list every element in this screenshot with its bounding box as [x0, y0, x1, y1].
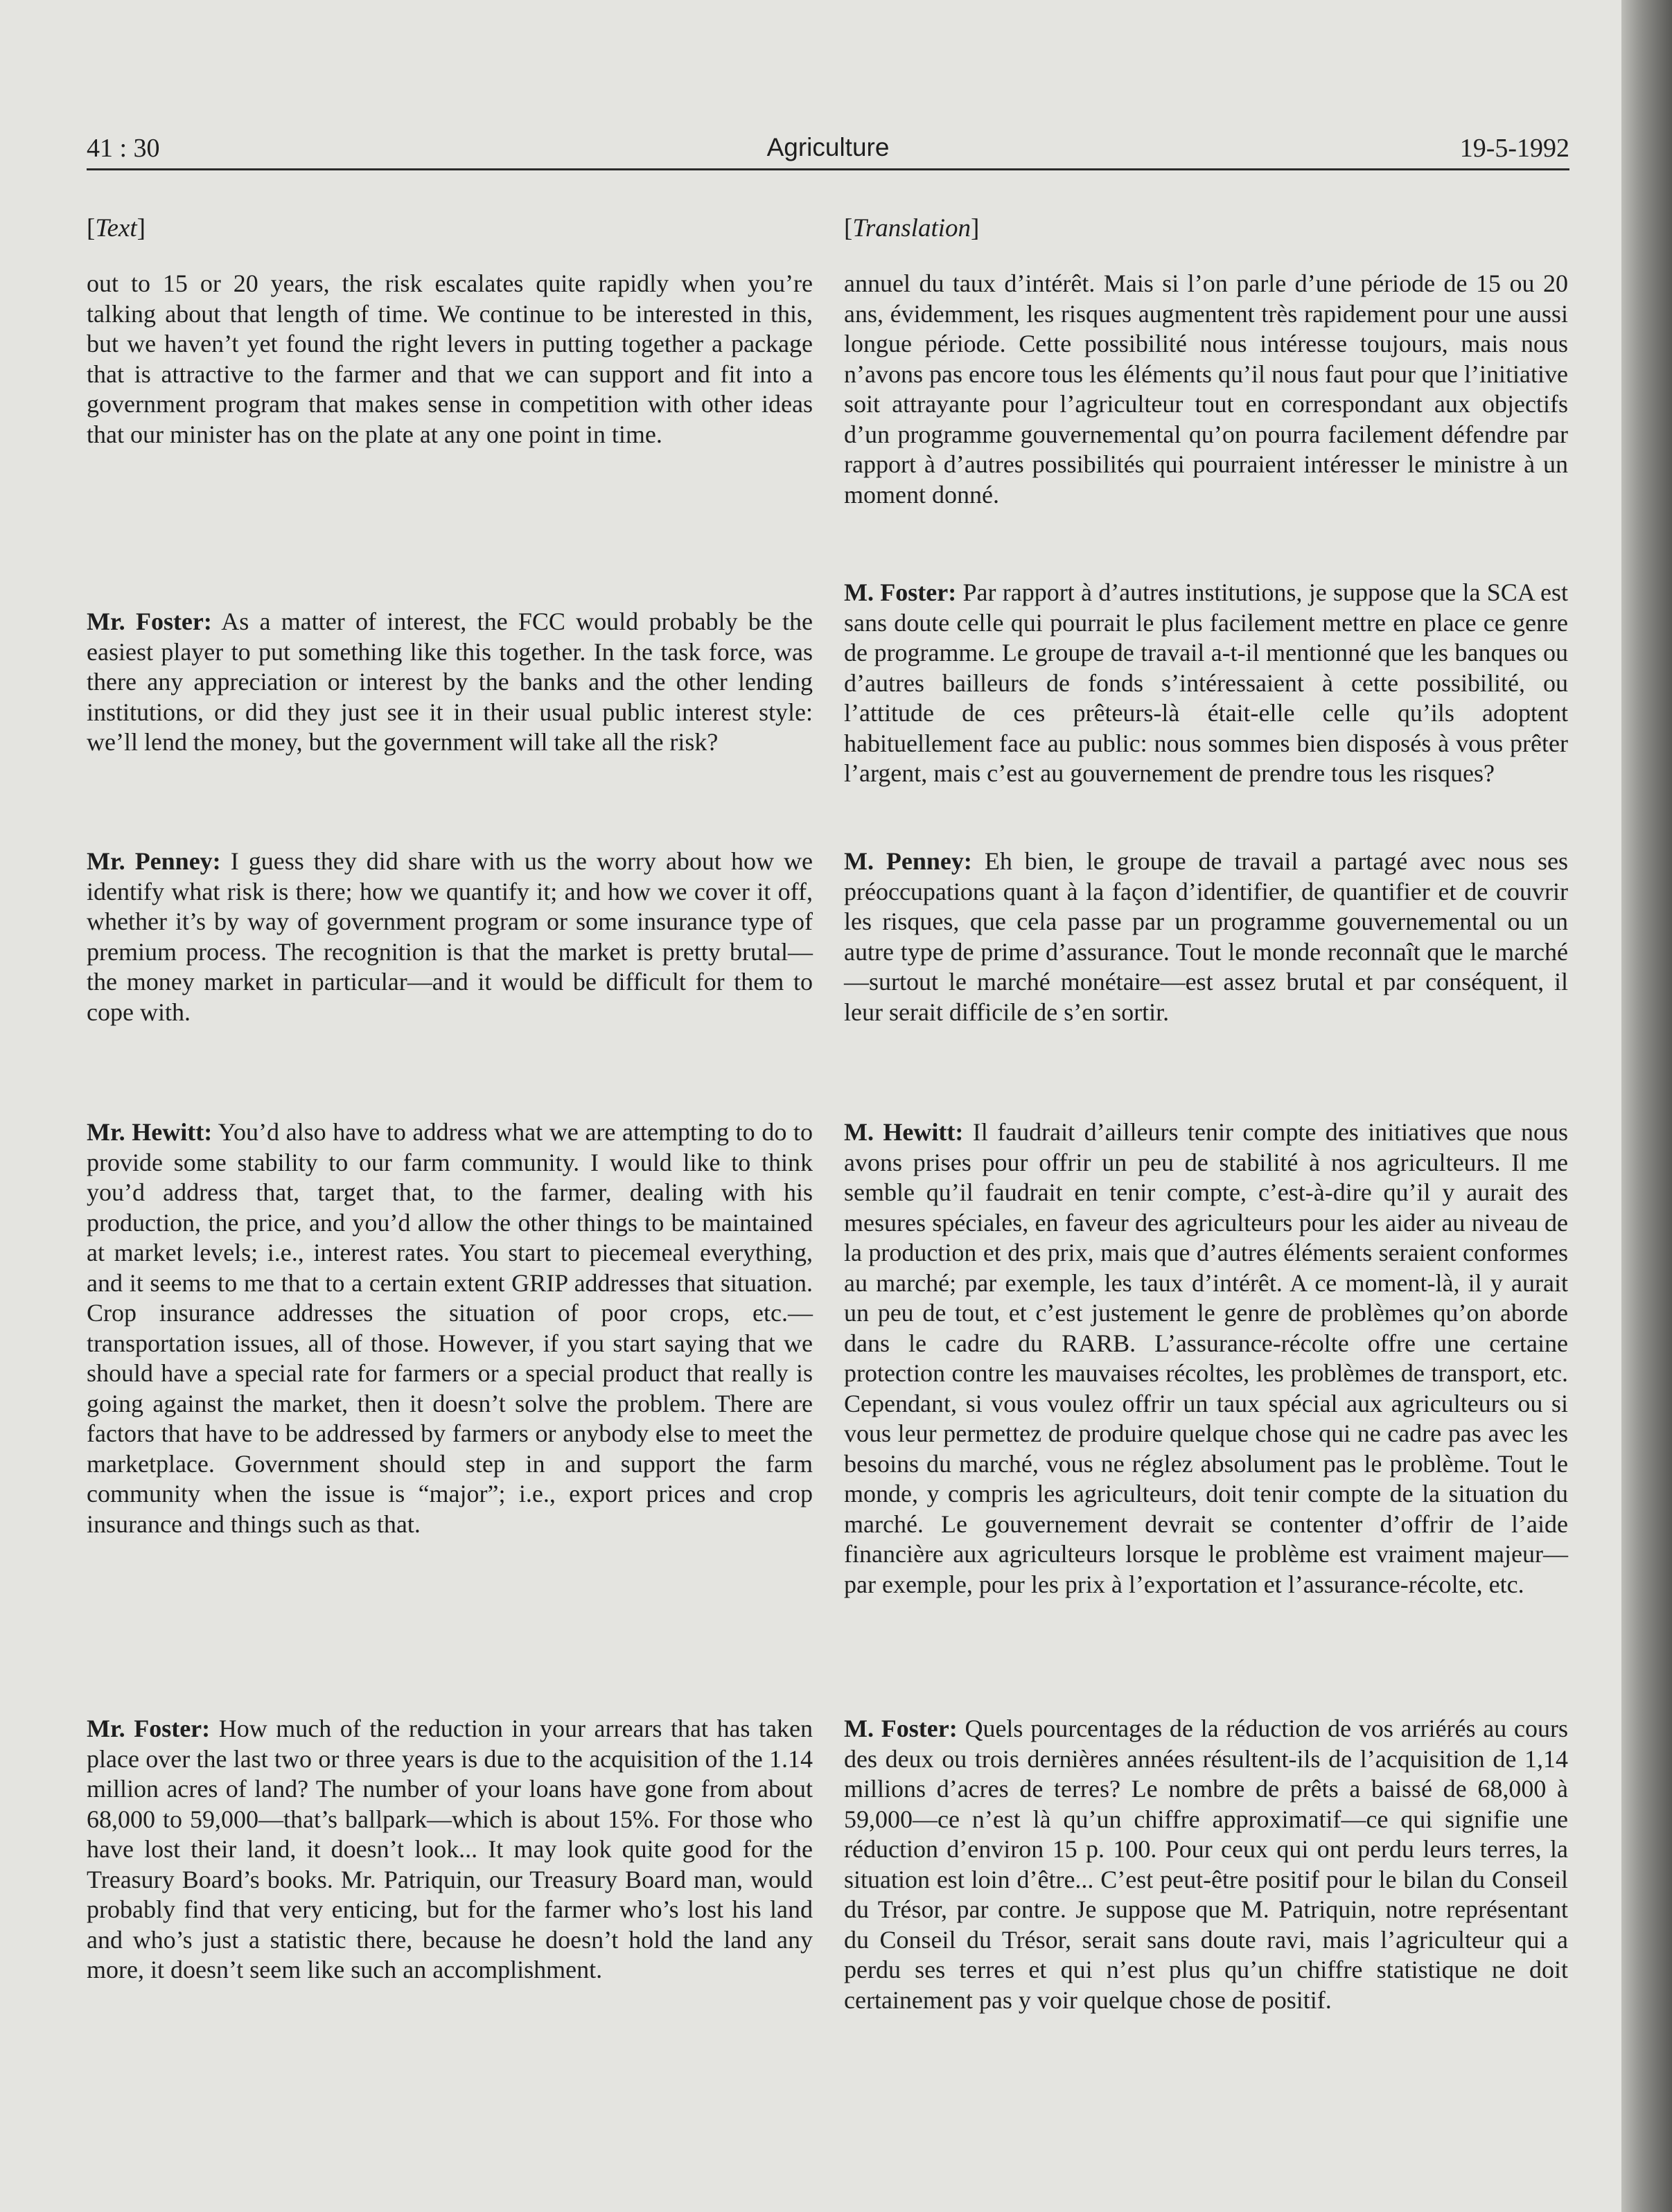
english-column — [87, 213, 813, 1983]
page-number: 41 : 30 — [87, 134, 160, 163]
header-rule — [87, 168, 1569, 170]
paragraph — [87, 847, 813, 1027]
paragraph — [844, 578, 1568, 789]
paragraph-text: out to 15 or 20 years, the risk escalates quite rapidly when you’re talking about that length of time. We continue to be interested in this, but we haven’t yet found the right levers in putting together a package that is attractive to the farmer and that we can support and fit into a government program that makes sense in competition with other ideas that our minister has on the plate at any one point in time. — [87, 269, 813, 448]
paragraph-text: I guess they did share with us the worry about how we identify what risk is there; how we quantify it; and how we cover it off, whether it’s by way of government program or some insurance type of premium process. The recognition is that the market is pretty brutal—the money market in particular—and it would be difficult for them to cope with. — [87, 847, 813, 1026]
speaker-name: M. Hewitt: — [844, 1118, 964, 1146]
page-header — [87, 133, 1569, 165]
paragraph — [844, 1714, 1568, 2015]
paragraph — [844, 1117, 1568, 1600]
paragraph — [844, 847, 1568, 1027]
paragraph-text: As a matter of interest, the FCC would probably be the easiest player to put something like this together. In the task force, was there any appreciation or interest by the banks and the other lending institutions, or did they just see it in their usual public interest style: we’ll lend the money, but the government will take all the risk? — [87, 608, 813, 756]
speaker-name: M. Foster: — [844, 1715, 958, 1742]
column-label-text: Translation — [852, 214, 971, 242]
paragraph — [844, 269, 1568, 510]
french-column — [844, 213, 1569, 2014]
paragraph-text: Par rapport à d’autres institutions, je suppose que la SCA est sans doute celle qui pourrait le plus facilement mettre en place ce genre de programme. Le groupe de travail a-t-il mentionné que les banques ou d’autres bailleurs de fonds s’intéressaient à cette possibilité, ou l’attitude de ces prêteurs-là était-elle celle qu’ils adoptent habituellement face au public: nous sommes bien disposés à vous prêter l’argent, mais c’est au gouvernement de prendre tous les risques? — [844, 578, 1569, 787]
paragraph-text: You’d also have to address what we are attempting to do to provide some stability to our farm community. I would like to think you’d address that, target that, to the farmer, dealing with his production, the price, and you’d allow the other things to be maintained at market levels; i.e., interest rates. You start to piecemeal everything, and it seems to me that to a certain extent GRIP addresses that situation. Crop insurance addresses the situation of poor crops, etc.—transportation issues, all of those. However, if you start saying that we should have a special rate for farmers or a special product that really is going against the market, then it doesn’t solve the problem. There are factors that have to be addressed by farmers or anybody else to meet the marketplace. Government should step in and support the farm community when the issue is “major”; i.e., export prices and crop insurance and things such as that. — [87, 1118, 813, 1538]
paragraph-text: annuel du taux d’intérêt. Mais si l’on parle d’une période de 15 ou 20 ans, évidemment, les risques augmentent très rapidement pour une aussi longue période. Cette possibilité nous intéresse toujours, mais nous n’avons pas encore tous les éléments qu’il nous faut pour que l’initiative soit attrayante pour l’agriculteur tout en correspondant aux objectifs d’un programme gouvernemental qu’on pourra facilement défendre par rapport à d’autres possibilités qui pourraient intéresser le ministre à un moment donné. — [844, 269, 1568, 508]
speaker-name: M. Penney: — [844, 847, 972, 875]
paragraph — [87, 1714, 813, 1985]
speaker-name: M. Foster: — [844, 578, 957, 606]
speaker-name: Mr. Penney: — [87, 847, 221, 875]
speaker-name: Mr. Foster: — [87, 608, 212, 635]
session-date: 19-5-1992 — [1459, 134, 1569, 163]
paragraph-text: Il faudrait d’ailleurs tenir compte des initiatives que nous avons prises pour offrir un peu de stabilité à nos agriculteurs. Il me semble qu’il faudrait en tenir compte, c’est-à-dire qu’il y aurait des mesures spéciales, en faveur des agriculteurs pour les aider au niveau de la production et des prix, mais que d’autres éléments seraient conformes au marché; par exemple, les taux d’intérêt. A ce moment-là, il y aurait un peu de tout, et c’est justement le genre de problèmes qu’on aborde dans le cadre du RARB. L’assurance-récolte offre une certaine protection contre les mauvaises récoltes, les problèmes de transport, etc. Cependant, si vous voulez offrir un taux spécial aux agriculteurs ou si vous leur permettez de produire quelque chose qui ne cadre pas avec les besoins du marché, vous ne réglez absolument pas le problème. Tout le monde, y compris les agriculteurs, doit tenir compte de la situation du marché. Le gouvernement devrait se contenter d’offrir de l’aide financière aux agriculteurs lorsque le problème est vraiment majeur—par exemple, pour les prix à l’exportation et l’assurance-récolte, etc. — [844, 1118, 1568, 1598]
speaker-name: Mr. Hewitt: — [87, 1118, 213, 1146]
column-label: [Translation] — [844, 214, 980, 242]
paragraph — [87, 269, 813, 450]
column-label: [Text] — [87, 214, 146, 242]
speaker-name: Mr. Foster: — [87, 1715, 211, 1742]
paragraph — [87, 607, 813, 758]
paragraph — [87, 1117, 813, 1539]
paragraph-text: How much of the reduction in your arrears that has taken place over the last two or three years is due to the acquisition of the 1.14 million acres of land? The number of your loans have gone from about 68,000 to 59,000—that’s ballpark—which is about 15%. For those who have lost their land, it doesn’t look... It may look quite good for the Treasury Board’s books. Mr. Patriquin, our Treasury Board man, would probably find that very enticing, but for the farmer who’s lost his land and who’s just a statistic there, because he doesn’t hold the land any more, it doesn’t seem like such an accomplishment. — [87, 1715, 813, 1983]
page-edge-shadow — [1621, 0, 1672, 2212]
committee-title: Agriculture — [766, 133, 890, 161]
column-label-text: Text — [95, 214, 137, 242]
paragraph-text: Eh bien, le groupe de travail a partagé avec nous ses préoccupations quant à la façon d’identifier, de quantifier et de couvrir les risques, que cela passe par un programme gouvernemental ou un autre type de prime d’assurance. Tout le monde reconnaît que le marché—surtout le marché monétaire—est assez brutal et par conséquent, il leur serait difficile de s’en sortir. — [844, 847, 1568, 1026]
paragraph-text: Quels pourcentages de la réduction de vos arriérés au cours des deux ou trois dernières années résultent-ils de l’acquisition de 1,14 millions d’acres de terres? Le nombre de prêts a baissé de 68,000 à 59,000—ce n’est là qu’un chiffre approximatif—ce qui signifie une réduction d’environ 15 p. 100. Pour ceux qui ont perdu leurs terres, la situation est loin d’être... C’est peut-être positif pour le bilan du Conseil du Trésor, par contre. Je suppose que M. Patriquin, notre représentant du Conseil du Trésor, serait sans doute ravi, mais l’agriculteur qui a perdu ses terres et qui n’est plus qu’un chiffre statistique ne doit certainement pas y voir quelque chose de positif. — [844, 1715, 1568, 2014]
